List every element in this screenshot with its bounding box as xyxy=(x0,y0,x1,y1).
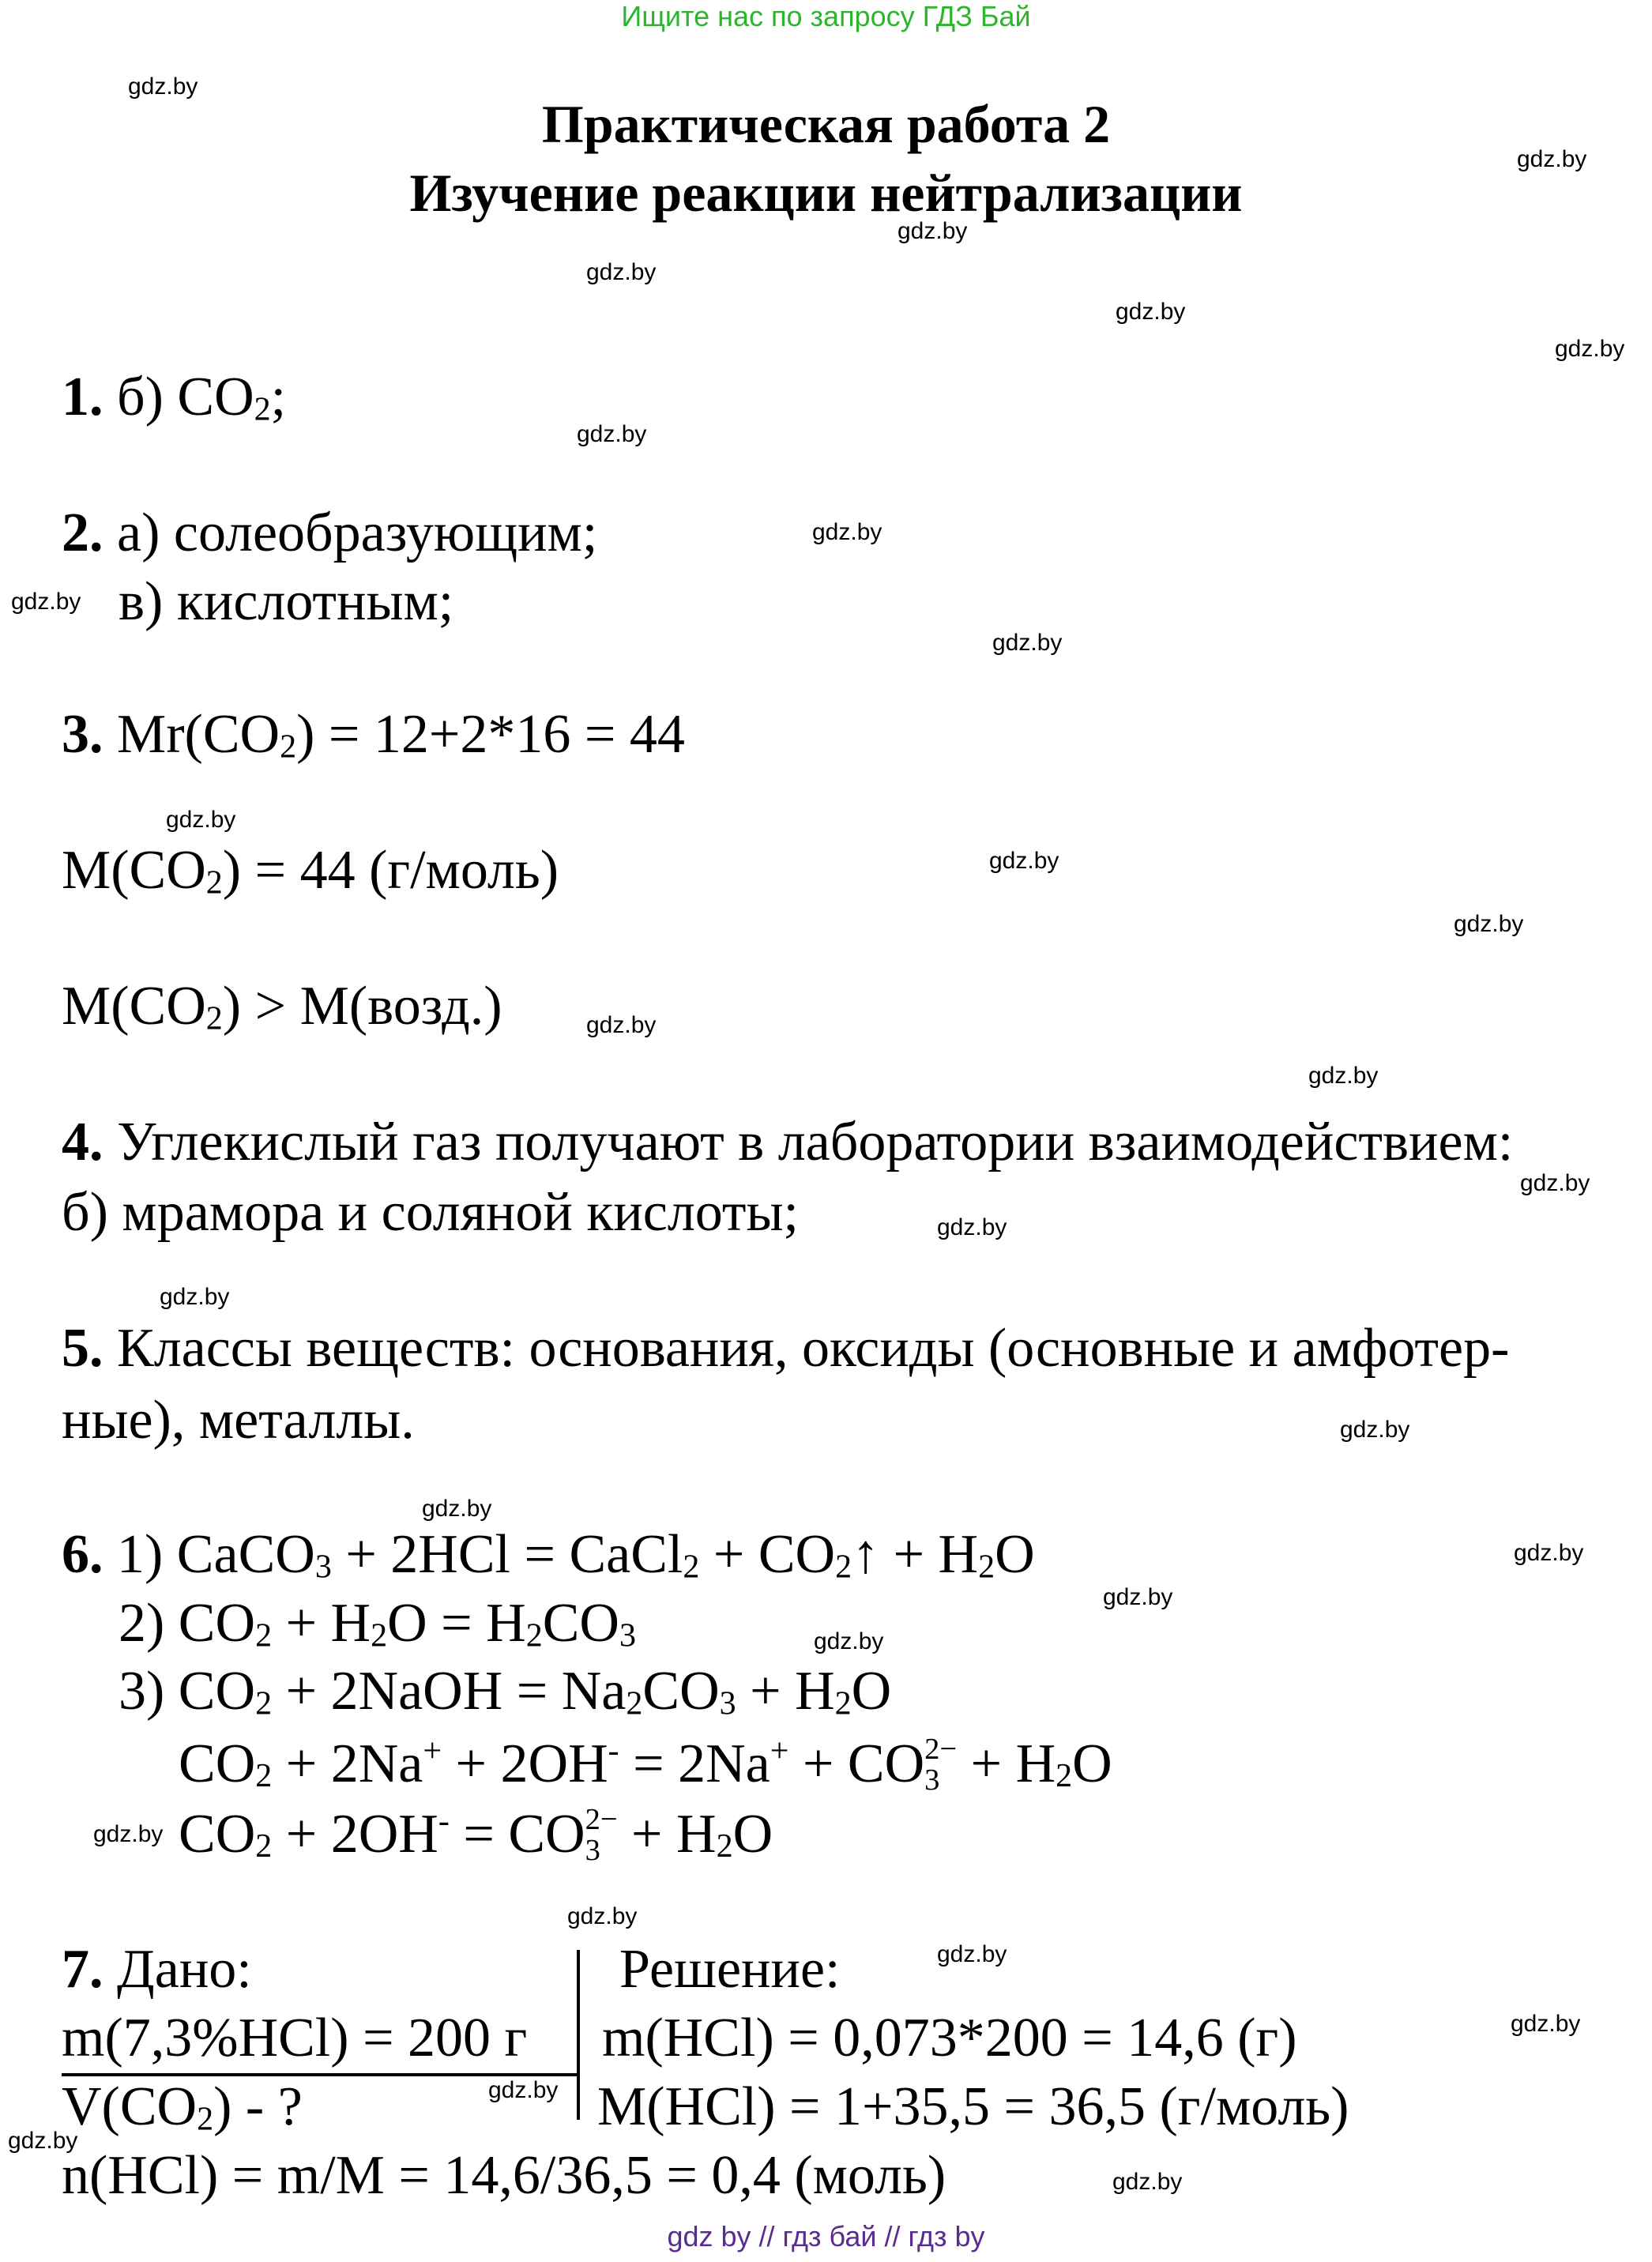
formula-part: O xyxy=(732,1803,773,1865)
ion-charge-index xyxy=(924,1734,957,1795)
given-label: Дано: xyxy=(117,1939,252,2000)
formula-part: M(CO xyxy=(62,840,206,901)
subscript: 2 xyxy=(255,1758,273,1795)
formula-part: CO xyxy=(642,1661,720,1722)
formula-part: + H xyxy=(272,1593,371,1654)
formula-part: CO xyxy=(542,1593,619,1654)
formula-part: + CO xyxy=(699,1524,836,1585)
question-6-eq-2 xyxy=(119,1593,636,1654)
question-7-given-label xyxy=(62,1939,252,2000)
given-solution-divider xyxy=(577,1950,580,2120)
watermark: gdz.by xyxy=(1514,1540,1584,1566)
question-7-solution-1: m(HCl) = 0,073*200 = 14,6 (г) xyxy=(602,2008,1297,2068)
watermark: gdz.by xyxy=(1116,299,1186,325)
watermark: gdz.by xyxy=(989,848,1059,874)
question-number: 4. xyxy=(62,1112,103,1172)
watermark: gdz.by xyxy=(1517,146,1587,172)
watermark: gdz.by xyxy=(1555,336,1625,362)
watermark: gdz.by xyxy=(992,630,1063,656)
given-underline xyxy=(62,2073,580,2076)
subscript: 2 xyxy=(255,1828,273,1865)
formula-part: + H xyxy=(957,1733,1056,1794)
question-number: 5. xyxy=(62,1318,103,1379)
subscript: 2 xyxy=(1056,1758,1073,1795)
subscript: 3 xyxy=(719,1685,736,1722)
question-5-line-2: ные), металлы. xyxy=(62,1390,415,1451)
subscript: 3 xyxy=(619,1617,636,1654)
formula-part: + H xyxy=(736,1661,835,1722)
subscript: 2 xyxy=(835,1549,852,1586)
formula-part: + 2Na xyxy=(272,1733,423,1794)
formula-part: ) - ? xyxy=(213,2076,303,2137)
watermark: gdz.by xyxy=(128,73,198,100)
watermark: gdz.by xyxy=(937,1941,1007,1967)
formula-part: O xyxy=(995,1524,1035,1585)
formula-part: 2) CO xyxy=(119,1593,256,1654)
question-number: 3. xyxy=(62,704,103,765)
watermark: gdz.by xyxy=(586,1012,657,1038)
subscript: 3 xyxy=(924,1763,940,1797)
formula-part: = 2Na xyxy=(619,1733,770,1794)
question-number: 1. xyxy=(62,367,103,427)
superscript: + xyxy=(770,1733,789,1770)
question-2-line-a xyxy=(62,502,598,563)
question-7-solution-label: Решение: xyxy=(619,1939,841,2000)
question-4-line-2: б) мрамора и соляной кислоты; xyxy=(62,1182,799,1243)
question-3-line-1 xyxy=(62,704,685,766)
formula-part: O = H xyxy=(387,1593,526,1654)
question-7-given-1: m(7,3%HCl) = 200 г xyxy=(62,2008,528,2068)
formula-part: ) = 44 (г/моль) xyxy=(222,840,559,901)
subscript: 2 xyxy=(255,1617,273,1654)
watermark: gdz.by xyxy=(488,2077,559,2103)
formula-part: + 2OH xyxy=(442,1733,608,1794)
watermark: gdz.by xyxy=(11,589,81,615)
superscript: 2− xyxy=(585,1803,618,1836)
formula-part: M(CO xyxy=(62,976,206,1037)
watermark: gdz.by xyxy=(422,1496,492,1522)
formula-part: ) = 12+2*16 = 44 xyxy=(296,704,685,765)
question-number: 7. xyxy=(62,1939,103,2000)
superscript: + xyxy=(423,1733,442,1770)
top-banner[interactable]: Ищите нас по запросу ГДЗ Бай xyxy=(621,0,1031,32)
watermark: gdz.by xyxy=(93,1821,164,1847)
subscript: 2 xyxy=(197,2101,214,2138)
formula-part: + CO xyxy=(788,1733,925,1794)
page-subtitle: Изучение реакции нейтрализации xyxy=(409,163,1243,223)
formula-part: 3) CO xyxy=(119,1661,256,1722)
formula-part: = CO xyxy=(449,1803,585,1865)
answer-text: Классы веществ: основания, оксиды (основные и амфотер- xyxy=(117,1318,1510,1379)
question-5-line-1 xyxy=(62,1318,1510,1379)
subscript: 2 xyxy=(834,1685,852,1722)
formula-part: O xyxy=(851,1661,892,1722)
question-number: 2. xyxy=(62,502,103,563)
watermark: gdz.by xyxy=(1511,2011,1581,2037)
question-2-line-b: в) кислотным; xyxy=(119,571,454,632)
subscript: 3 xyxy=(314,1549,332,1586)
watermark: gdz.by xyxy=(1103,1584,1173,1610)
question-7-solution-2: M(HCl) = 1+35,5 = 36,5 (г/моль) xyxy=(597,2076,1349,2137)
formula-part: 1) CaCO xyxy=(117,1524,315,1585)
watermark: gdz.by xyxy=(1308,1063,1379,1089)
superscript: - xyxy=(608,1733,619,1770)
superscript: 2− xyxy=(924,1733,958,1766)
watermark: gdz.by xyxy=(586,259,657,285)
formula-part: + H xyxy=(617,1803,717,1865)
answer-text: Углекислый газ получают в лаборатории взаимодействием: xyxy=(117,1112,1514,1172)
superscript: - xyxy=(438,1803,450,1840)
formula-part: V(CO xyxy=(62,2076,198,2137)
question-4-line-1 xyxy=(62,1112,1514,1172)
question-3-line-2 xyxy=(62,840,559,901)
watermark: gdz.by xyxy=(1340,1417,1410,1443)
watermark: gdz.by xyxy=(8,2128,78,2154)
answer-text: б) CO xyxy=(117,367,254,427)
subscript: 2 xyxy=(525,1617,543,1654)
question-6-eq-1 xyxy=(62,1524,1035,1586)
subscript: 2 xyxy=(205,864,223,901)
subscript: 2 xyxy=(254,391,271,428)
question-6-eq-3 xyxy=(119,1661,892,1722)
question-7-solution-3: n(HCl) = m/M = 14,6/36,5 = 0,4 (моль) xyxy=(62,2145,946,2206)
answer-tail: ; xyxy=(270,367,287,427)
formula-part: ↑ + H xyxy=(852,1524,979,1585)
formula-part: Mr(CO xyxy=(117,704,280,765)
question-6-eq-5 xyxy=(179,1805,773,1865)
answer-text: а) солеобразующим; xyxy=(117,502,598,563)
subscript: 2 xyxy=(371,1617,388,1654)
footer-links[interactable]: gdz by // гдз бай // гдз by xyxy=(667,2220,985,2253)
question-number: 6. xyxy=(62,1524,103,1585)
watermark: gdz.by xyxy=(814,1628,884,1654)
formula-part: + 2NaOH = Na xyxy=(272,1661,627,1722)
question-1 xyxy=(62,367,287,428)
watermark: gdz.by xyxy=(160,1284,230,1310)
subscript: 2 xyxy=(683,1549,700,1586)
subscript: 2 xyxy=(716,1828,733,1865)
formula-part: CO xyxy=(179,1733,256,1794)
formula-part: CO xyxy=(179,1803,256,1865)
subscript: 2 xyxy=(255,1685,273,1722)
question-6-eq-4 xyxy=(179,1734,1112,1795)
watermark: gdz.by xyxy=(567,1903,638,1929)
formula-part: ) > M(возд.) xyxy=(222,976,502,1037)
watermark: gdz.by xyxy=(812,519,882,545)
subscript: 3 xyxy=(585,1833,600,1867)
formula-part: + 2OH xyxy=(272,1803,438,1865)
formula-part: + 2HCl = CaCl xyxy=(331,1524,683,1585)
subscript: 2 xyxy=(978,1549,995,1586)
formula-part: O xyxy=(1072,1733,1112,1794)
watermark: gdz.by xyxy=(166,807,236,833)
watermark: gdz.by xyxy=(937,1214,1007,1240)
page-title: Практическая работа 2 xyxy=(541,94,1111,154)
ion-charge-index xyxy=(585,1805,618,1865)
watermark: gdz.by xyxy=(1454,911,1524,937)
watermark: gdz.by xyxy=(897,218,968,244)
question-3-line-3 xyxy=(62,976,502,1037)
subscript: 2 xyxy=(205,1000,223,1037)
watermark: gdz.by xyxy=(577,421,647,447)
watermark: gdz.by xyxy=(1112,2169,1183,2195)
subscript: 2 xyxy=(280,728,297,766)
subscript: 2 xyxy=(626,1685,643,1722)
question-7-given-2 xyxy=(62,2076,303,2138)
watermark: gdz.by xyxy=(1520,1170,1590,1196)
